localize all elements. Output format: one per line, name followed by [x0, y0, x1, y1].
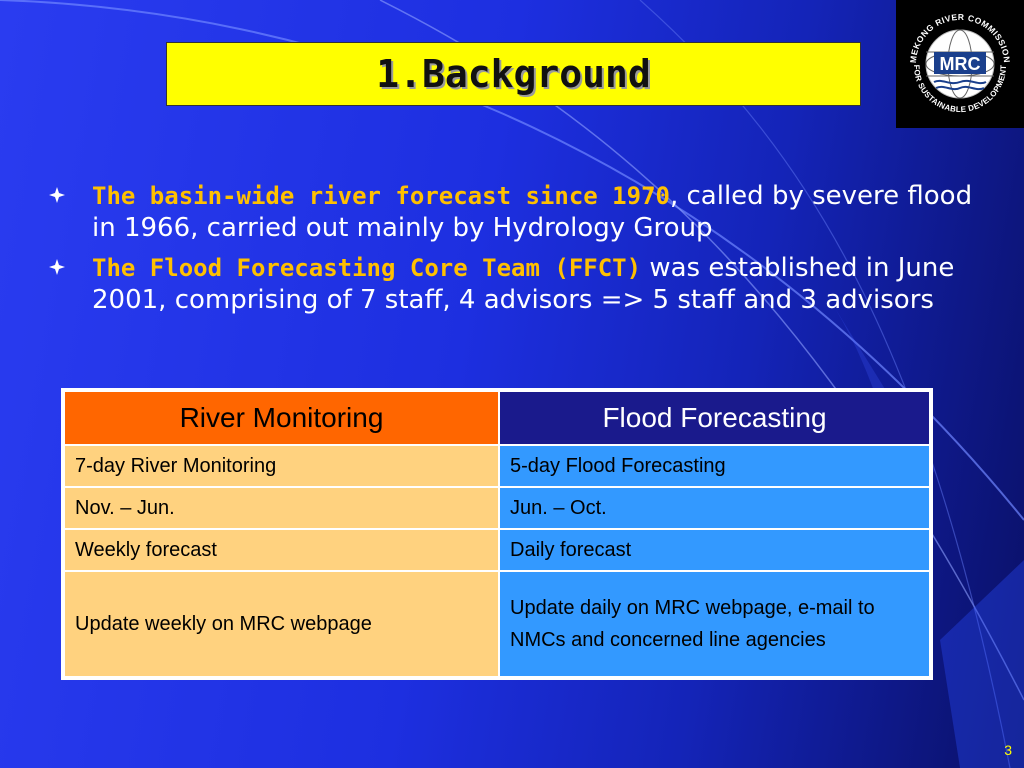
header-river-monitoring: River Monitoring: [63, 390, 499, 445]
mrc-logo-emblem: [896, 0, 1024, 128]
diamond-bullet-icon: [48, 258, 66, 276]
table-row: [63, 445, 931, 487]
table-cell: Daily forecast: [499, 529, 931, 571]
table-cell: 5-day Flood Forecasting: [499, 445, 931, 487]
diamond-bullet-icon: [48, 186, 66, 204]
logo-top-text: MEKONG RIVER COMMISSION: [907, 11, 1013, 64]
table-cell: 7-day River Monitoring: [63, 445, 499, 487]
bullet-text: , called by severe flood in 1966, carried out mainly by Hydrology Group: [92, 181, 973, 243]
table-row: [63, 487, 931, 529]
table-cell: Update daily on MRC webpage, e-mail to NMCs and concerned line agencies: [499, 571, 931, 678]
bullet-item: [48, 252, 978, 316]
table-cell: Nov. – Jun.: [63, 487, 499, 529]
bullet-item: [48, 180, 978, 244]
table-row: [63, 529, 931, 571]
mrc-logo: [896, 0, 1024, 128]
bullet-highlight: The basin-wide river forecast since 1970: [92, 182, 670, 210]
table-cell: Jun. – Oct.: [499, 487, 931, 529]
page-number: 3: [1004, 742, 1012, 758]
comparison-table: [61, 388, 933, 680]
bullet-list: [48, 180, 978, 324]
table-header-row: [63, 390, 931, 445]
table-row: [63, 571, 931, 678]
logo-center-text: MRC: [939, 54, 981, 74]
slide-title: 1.Background: [376, 52, 651, 96]
table-cell: Weekly forecast: [63, 529, 499, 571]
table-cell: Update weekly on MRC webpage: [63, 571, 499, 678]
bullet-highlight: The Flood Forecasting Core Team (FFCT): [92, 254, 642, 282]
logo-bottom-text: FOR SUSTAINABLE DEVELOPMENT: [911, 64, 1009, 115]
header-flood-forecasting: Flood Forecasting: [499, 390, 931, 445]
bullet-text: was established in June 2001, comprising of 7 staff, 4 advisors => 5 staff and 3 advisors: [92, 253, 955, 315]
title-banner: [166, 42, 861, 106]
